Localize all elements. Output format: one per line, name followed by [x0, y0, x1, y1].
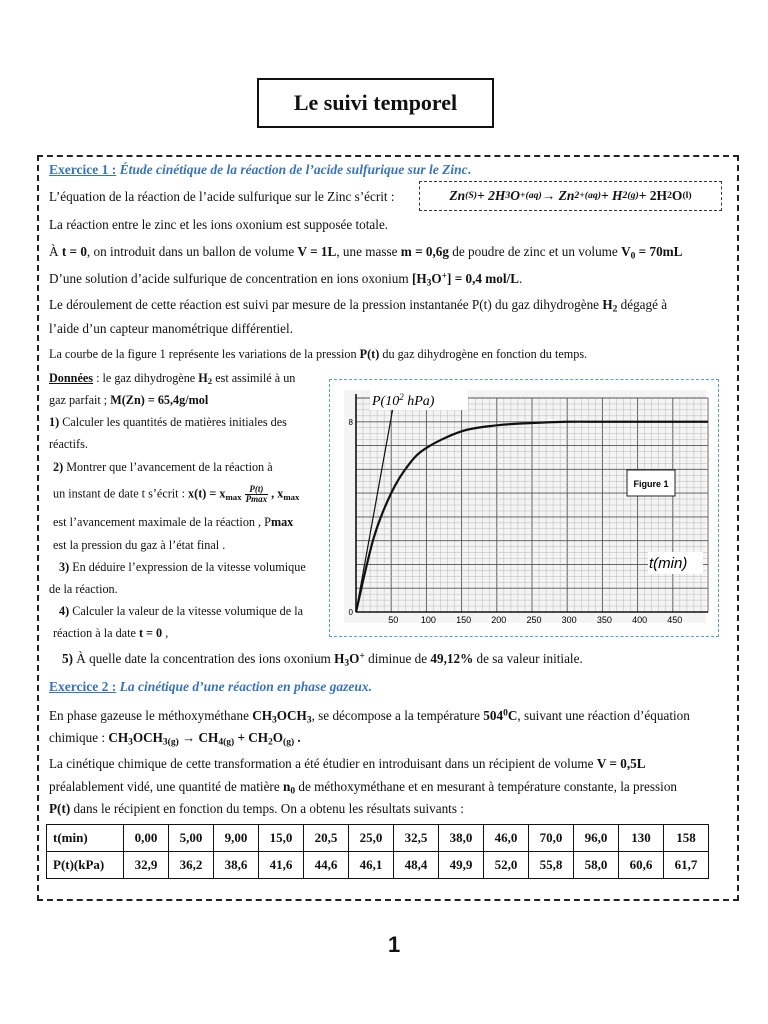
table-cell-pressure: 38,6 — [214, 852, 259, 879]
y-tick-label: 0 — [348, 608, 353, 617]
table-cell-time: 96,0 — [574, 825, 619, 852]
table-cell-time: 9,00 — [214, 825, 259, 852]
ex1-line-4: D’une solution d’acide sulfurique de concentration en ions oxonium $[H_3O^+] = 0,4$ mol/L. — [49, 271, 523, 289]
y-tick-label: 8 — [348, 417, 353, 427]
question-3: 3) En déduire l’expression de la vitesse volumique — [59, 560, 306, 574]
x-tick-label: 100 — [420, 615, 436, 625]
table-cell-time: 158 — [664, 825, 709, 852]
ex2-line-2: chimique : $CH_3OCH_{3(g)} \to CH_{4(g)} + CH_2O_{(g)}$ . — [49, 730, 301, 748]
table-cell-time: 70,0 — [529, 825, 574, 852]
table-cell-pressure: 32,9 — [124, 852, 169, 879]
table-cell-pressure: 60,6 — [619, 852, 664, 879]
page-number: 1 — [388, 932, 401, 957]
table-cell-time: 0,00 — [124, 825, 169, 852]
data-line-2: gaz parfait ; M(Zn) = 65,4g/mol — [49, 393, 209, 407]
ex1-line-5: Le déroulement de cette réaction est suivi par mesure de la pression instantanée P(t) du gaz dihydrogène $H_2$ dégagé à — [49, 297, 668, 315]
table-cell-time: 46,0 — [484, 825, 529, 852]
ex1-line-3: À t = 0, on introduit dans un ballon de volume V = 1L, une masse m = 0,6g de poudre de zinc et un volume $V_0 = 70mL$ — [49, 244, 683, 262]
table-cell-time: 20,5 — [304, 825, 349, 852]
page-title: Le suivi temporel — [293, 90, 458, 115]
ex2-line-5: P(t) dans le récipient en fonction du temps. On a obtenu les résultats suivants : — [49, 801, 464, 816]
question-2: 2) Montrer que l’avancement de la réaction à — [53, 460, 273, 474]
table-cell-pressure: 36,2 — [169, 852, 214, 879]
x-tick-label: 300 — [561, 615, 577, 625]
table-cell-pressure: 61,7 — [664, 852, 709, 879]
question-2-cont-2: est la pression du gaz à l’état final . — [53, 538, 226, 552]
table-cell-pressure: 46,1 — [349, 852, 394, 879]
figure-label: Figure 1 — [633, 479, 669, 489]
question-4-cont: réaction à la date t = 0 , — [53, 626, 169, 640]
table-cell-pressure: 49,9 — [439, 852, 484, 879]
title-box — [257, 78, 494, 128]
table-cell-time: 32,5 — [394, 825, 439, 852]
ex2-line-1: En phase gazeuse le méthoxyméthane $CH_3OCH_3$, se décompose a la température $504^0C$, suivant une réaction d’équation — [49, 708, 690, 726]
exercise-2-heading: Exercice 2 : La cinétique d’une réaction en phase gazeux. — [49, 679, 372, 694]
question-3-cont: de la réaction. — [49, 582, 118, 596]
pressure-chart — [330, 380, 717, 635]
x-tick-label: 450 — [667, 615, 683, 625]
exercise-1-heading: Exercice 1 : Étude cinétique de la réaction de l’acide sulfurique sur le Zinc. — [49, 162, 471, 177]
question-2-formula: un instant de date t s’écrit : $x(t) = x_{max}$ $\frac{P(t)}{Pmax}$ , $x_{max}$ — [53, 484, 300, 505]
x-tick-label: 200 — [491, 615, 507, 625]
table-row-label: t(min) — [47, 825, 124, 852]
data-line-1: Données : le gaz dihydrogène $H_2$ est assimilé à un — [49, 371, 296, 387]
question-1-cont: réactifs. — [49, 437, 88, 451]
x-tick-label: 150 — [456, 615, 472, 625]
table-cell-time: 15,0 — [259, 825, 304, 852]
figure-1-frame — [329, 379, 719, 637]
pressure-fraction: $\frac{P(t)}{Pmax}$ — [245, 484, 268, 505]
ex1-line-1: L’équation de la réaction de l’acide sulfurique sur le Zinc s’écrit : — [49, 189, 395, 204]
question-1: 1) Calculer les quantités de matières initiales des — [49, 415, 287, 429]
x-axis-label: t(min) — [649, 555, 688, 572]
ex2-line-4: préalablement vidé, une quantité de matière $n_0$ de méthoxyméthane et en mesurant à température constante, la pression — [49, 779, 678, 797]
x-tick-label: 400 — [632, 615, 648, 625]
ex2-line-3: La cinétique chimique de cette transformation a été étudier en introduisant dans un récipient de volume V = 0,5L — [49, 756, 646, 771]
table-cell-pressure: 52,0 — [484, 852, 529, 879]
table-row-time — [47, 825, 709, 852]
table-cell-pressure: 44,6 — [304, 852, 349, 879]
table-cell-time: 38,0 — [439, 825, 484, 852]
ex1-line-2: La réaction entre le zinc et les ions oxonium est supposée totale. — [49, 217, 389, 232]
ex1-line-7: La courbe de la figure 1 représente les variations de la pression P(t) du gaz dihydrogène en fonction du temps. — [49, 347, 588, 361]
x-tick-label: 250 — [526, 615, 542, 625]
question-4: 4) Calculer la valeur de la vitesse volumique de la — [59, 604, 304, 618]
table-cell-pressure: 55,8 — [529, 852, 574, 879]
table-cell-time: 25,0 — [349, 825, 394, 852]
question-2-cont-1: est l’avancement maximale de la réaction , Pmax — [53, 515, 294, 529]
y-axis-label: $P(10^2$ hPa) — [372, 392, 435, 409]
table-cell-time: 5,00 — [169, 825, 214, 852]
equation-box: Zn (S) + 2H 3 O + (aq) → Zn 2+ (aq) + H 2(g) + 2H 2 O (l) — [419, 181, 722, 211]
table-row-pressure — [47, 852, 709, 879]
x-tick-label: 350 — [596, 615, 612, 625]
table-cell-pressure: 48,4 — [394, 852, 439, 879]
data-table — [46, 824, 709, 879]
table-cell-time: 130 — [619, 825, 664, 852]
question-5: 5) À quelle date la concentration des ions oxonium $H_3O^+$ diminue de 49,12% de sa valeur initiale. — [62, 651, 583, 669]
table-cell-pressure: 41,6 — [259, 852, 304, 879]
ex1-line-6: l’aide d’un capteur manométrique différentiel. — [49, 321, 293, 336]
table-cell-pressure: 58,0 — [574, 852, 619, 879]
x-tick-label: 50 — [388, 615, 399, 625]
table-row-label: P(t)(kPa) — [47, 852, 124, 879]
